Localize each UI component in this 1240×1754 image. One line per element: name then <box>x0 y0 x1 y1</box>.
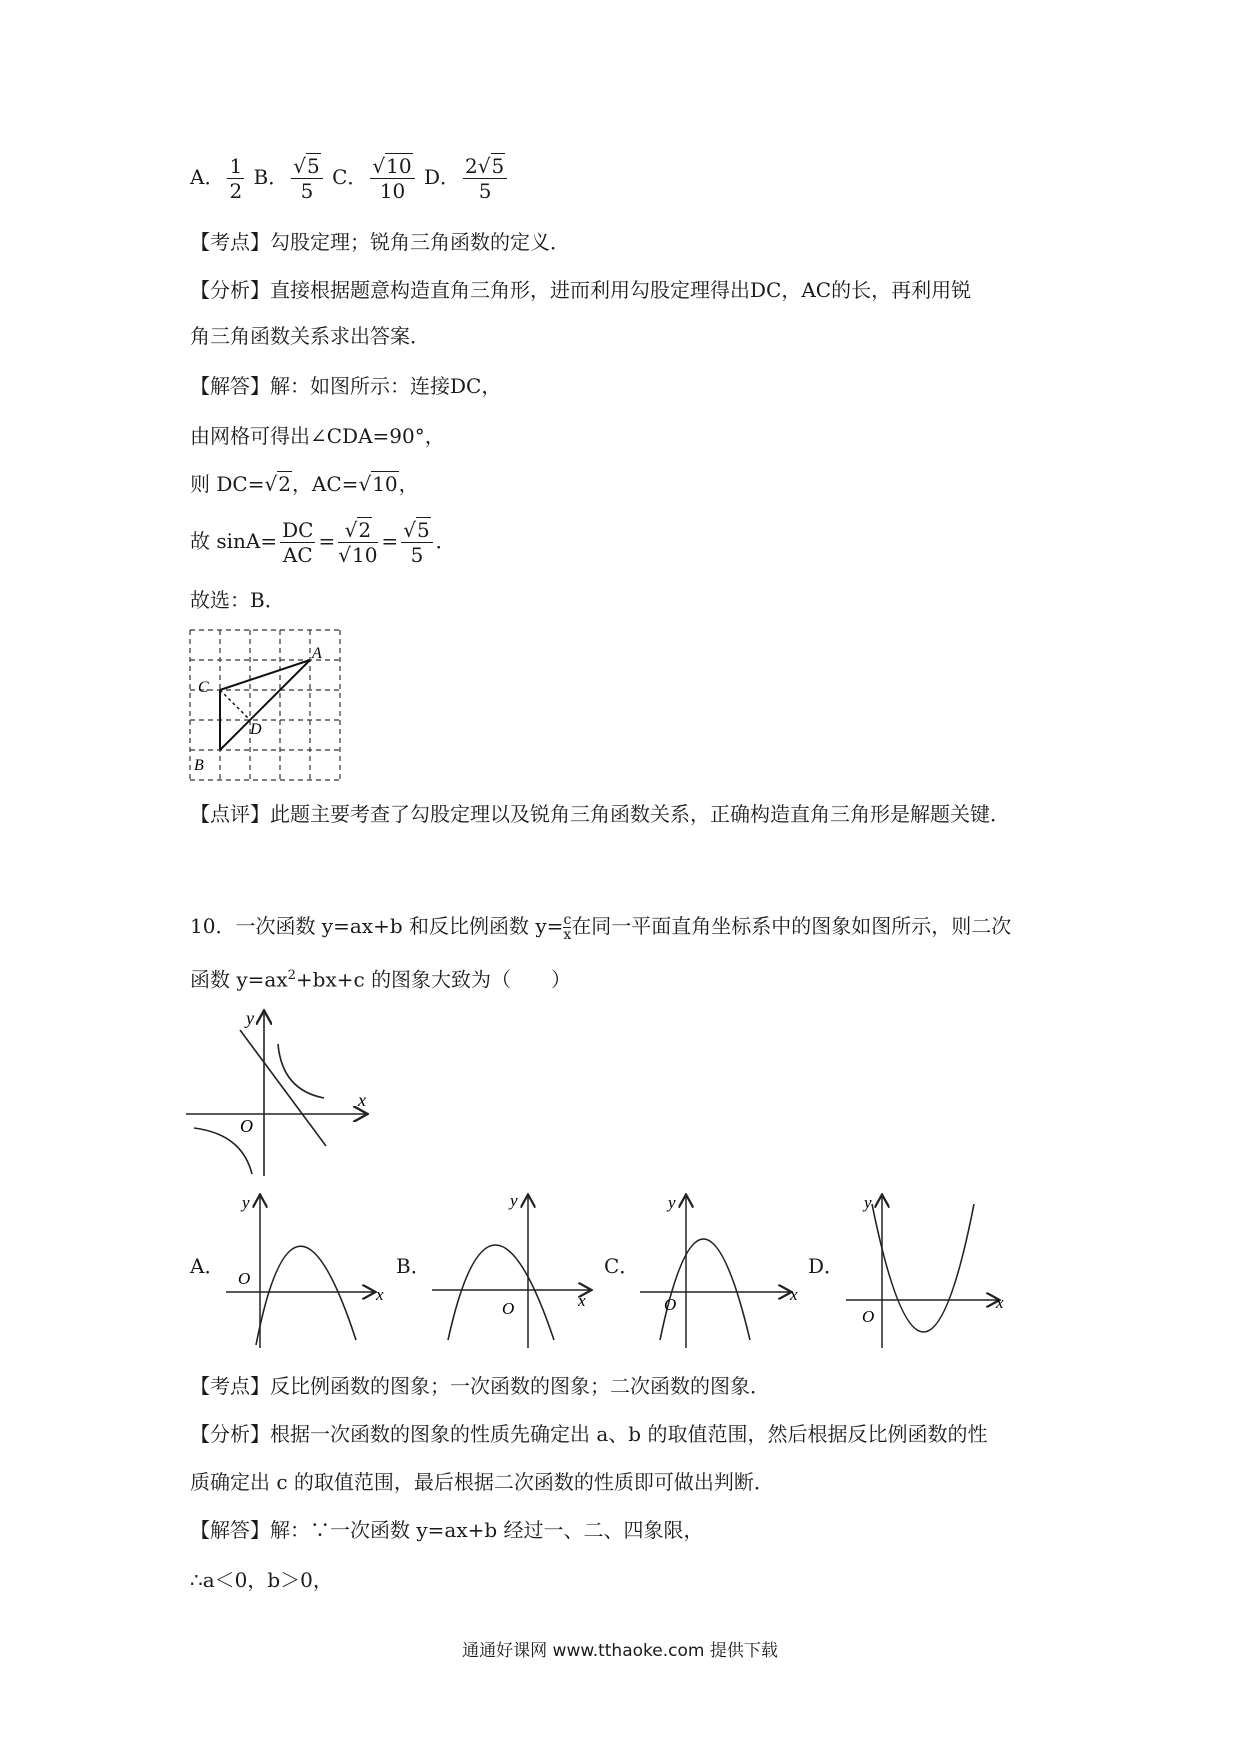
option-a-label: A． <box>190 165 225 189</box>
graph-option-a-label: A． <box>190 1254 225 1278</box>
q9-jieda: 【解答】解：如图所示：连接DC， <box>190 374 502 398</box>
sina-fraction-3: $\frac{√5}{5}$ <box>401 518 432 567</box>
graph-d-o: O <box>862 1307 875 1326</box>
point-d-label: D <box>250 721 262 738</box>
sina-fraction-2: $\frac{√2}{√10}$ <box>338 518 378 567</box>
footer: 通通好课网 www.tthaoke.com 提供下载 <box>462 1641 778 1661</box>
q9-step1: 由网格可得出∠CDA=90°， <box>190 424 445 448</box>
q10-fenxi-2: 质确定出 c 的取值范围，最后根据二次函数的性质即可做出判断． <box>190 1470 774 1494</box>
graph-d-x: x <box>996 1293 1004 1312</box>
q9-step2: 则 DC=√2，AC=√10， <box>190 472 419 496</box>
q9-options <box>190 152 510 203</box>
origin-label: O <box>240 1116 253 1136</box>
graph-option-d <box>844 1190 1014 1350</box>
graph-option-c <box>638 1190 808 1350</box>
graph-a-o: O <box>238 1269 251 1288</box>
option-c-fraction: $\frac{√10}{10}$ <box>370 154 414 203</box>
q10-fenxi-1: 【分析】根据一次函数的图象的性质先确定出 a、b 的取值范围，然后根据反比例函数的性 <box>190 1422 988 1446</box>
q10-line1: 10．一次函数 y=ax+b 和反比例函数 y= $\frac{c}{x}$ 在同一平面直角坐标系中的图象如图所示，则二次 <box>190 912 1012 943</box>
q9-fenxi-1: 【分析】直接根据题意构造直角三角形，进而利用勾股定理得出DC，AC的长，再利用锐 <box>190 278 972 302</box>
point-b-label: B <box>194 757 204 774</box>
y-axis-label: y <box>246 1008 254 1028</box>
q9-step3: 故 sinA= $\frac{DC}{AC}$ = $\frac{√2}{√10}$ = $\frac{√5}{5}$ ． <box>190 518 456 567</box>
q9-fenxi-2: 角三角函数关系求出答案． <box>190 324 430 348</box>
graph-a-y: y <box>242 1193 250 1212</box>
graph-c-x: x <box>790 1285 798 1304</box>
graph-b-y: y <box>510 1191 518 1210</box>
point-a-label: A <box>312 645 322 662</box>
graph-option-a <box>224 1190 394 1350</box>
graph-option-b-label: B． <box>396 1254 431 1278</box>
q9-grid-figure <box>188 626 348 786</box>
graph-option-c-label: C． <box>604 1254 640 1278</box>
option-a-fraction: $\frac{1}{2}$ <box>229 154 243 203</box>
x-axis-label: x <box>358 1090 366 1110</box>
q10-jieda: 【解答】解：∵一次函数 y=ax+b 经过一、二、四象限， <box>190 1518 704 1542</box>
graph-b-o: O <box>502 1299 515 1318</box>
q10-main-graph <box>186 1006 376 1181</box>
q10-step1: ∴a＜0，b＞0， <box>190 1568 333 1592</box>
graph-a-x: x <box>376 1285 384 1304</box>
c-over-x: $\frac{c}{x}$ <box>563 912 572 943</box>
graph-b-x: x <box>578 1291 586 1310</box>
option-b-fraction: $\frac{√5}{5}$ <box>291 154 322 203</box>
graph-option-b <box>430 1190 600 1350</box>
option-d-label: D． <box>423 165 461 189</box>
graph-c-y: y <box>668 1193 676 1212</box>
graph-c-o: O <box>664 1295 677 1314</box>
graph-option-d-label: D． <box>808 1254 845 1278</box>
point-c-label: C <box>198 679 209 696</box>
option-d-fraction: $\frac{2√5}{5}$ <box>463 154 507 203</box>
option-b-label: B． <box>253 165 289 189</box>
option-c-label: C． <box>332 165 368 189</box>
q9-kaodian: 【考点】勾股定理；锐角三角函数的定义． <box>190 230 570 254</box>
graph-d-y: y <box>864 1193 872 1212</box>
q10-kaodian: 【考点】反比例函数的图象；一次函数的图象；二次函数的图象． <box>190 1374 770 1398</box>
sina-fraction-1: $\frac{DC}{AC}$ <box>282 518 314 567</box>
q9-choice: 故选：B． <box>190 588 285 612</box>
q9-dianping: 【点评】此题主要考查了勾股定理以及锐角三角函数关系，正确构造直角三角形是解题关键． <box>190 802 1010 826</box>
q10-line2: 函数 $y=ax^2+bx+c$ 的图象大致为（ ） <box>190 967 572 992</box>
